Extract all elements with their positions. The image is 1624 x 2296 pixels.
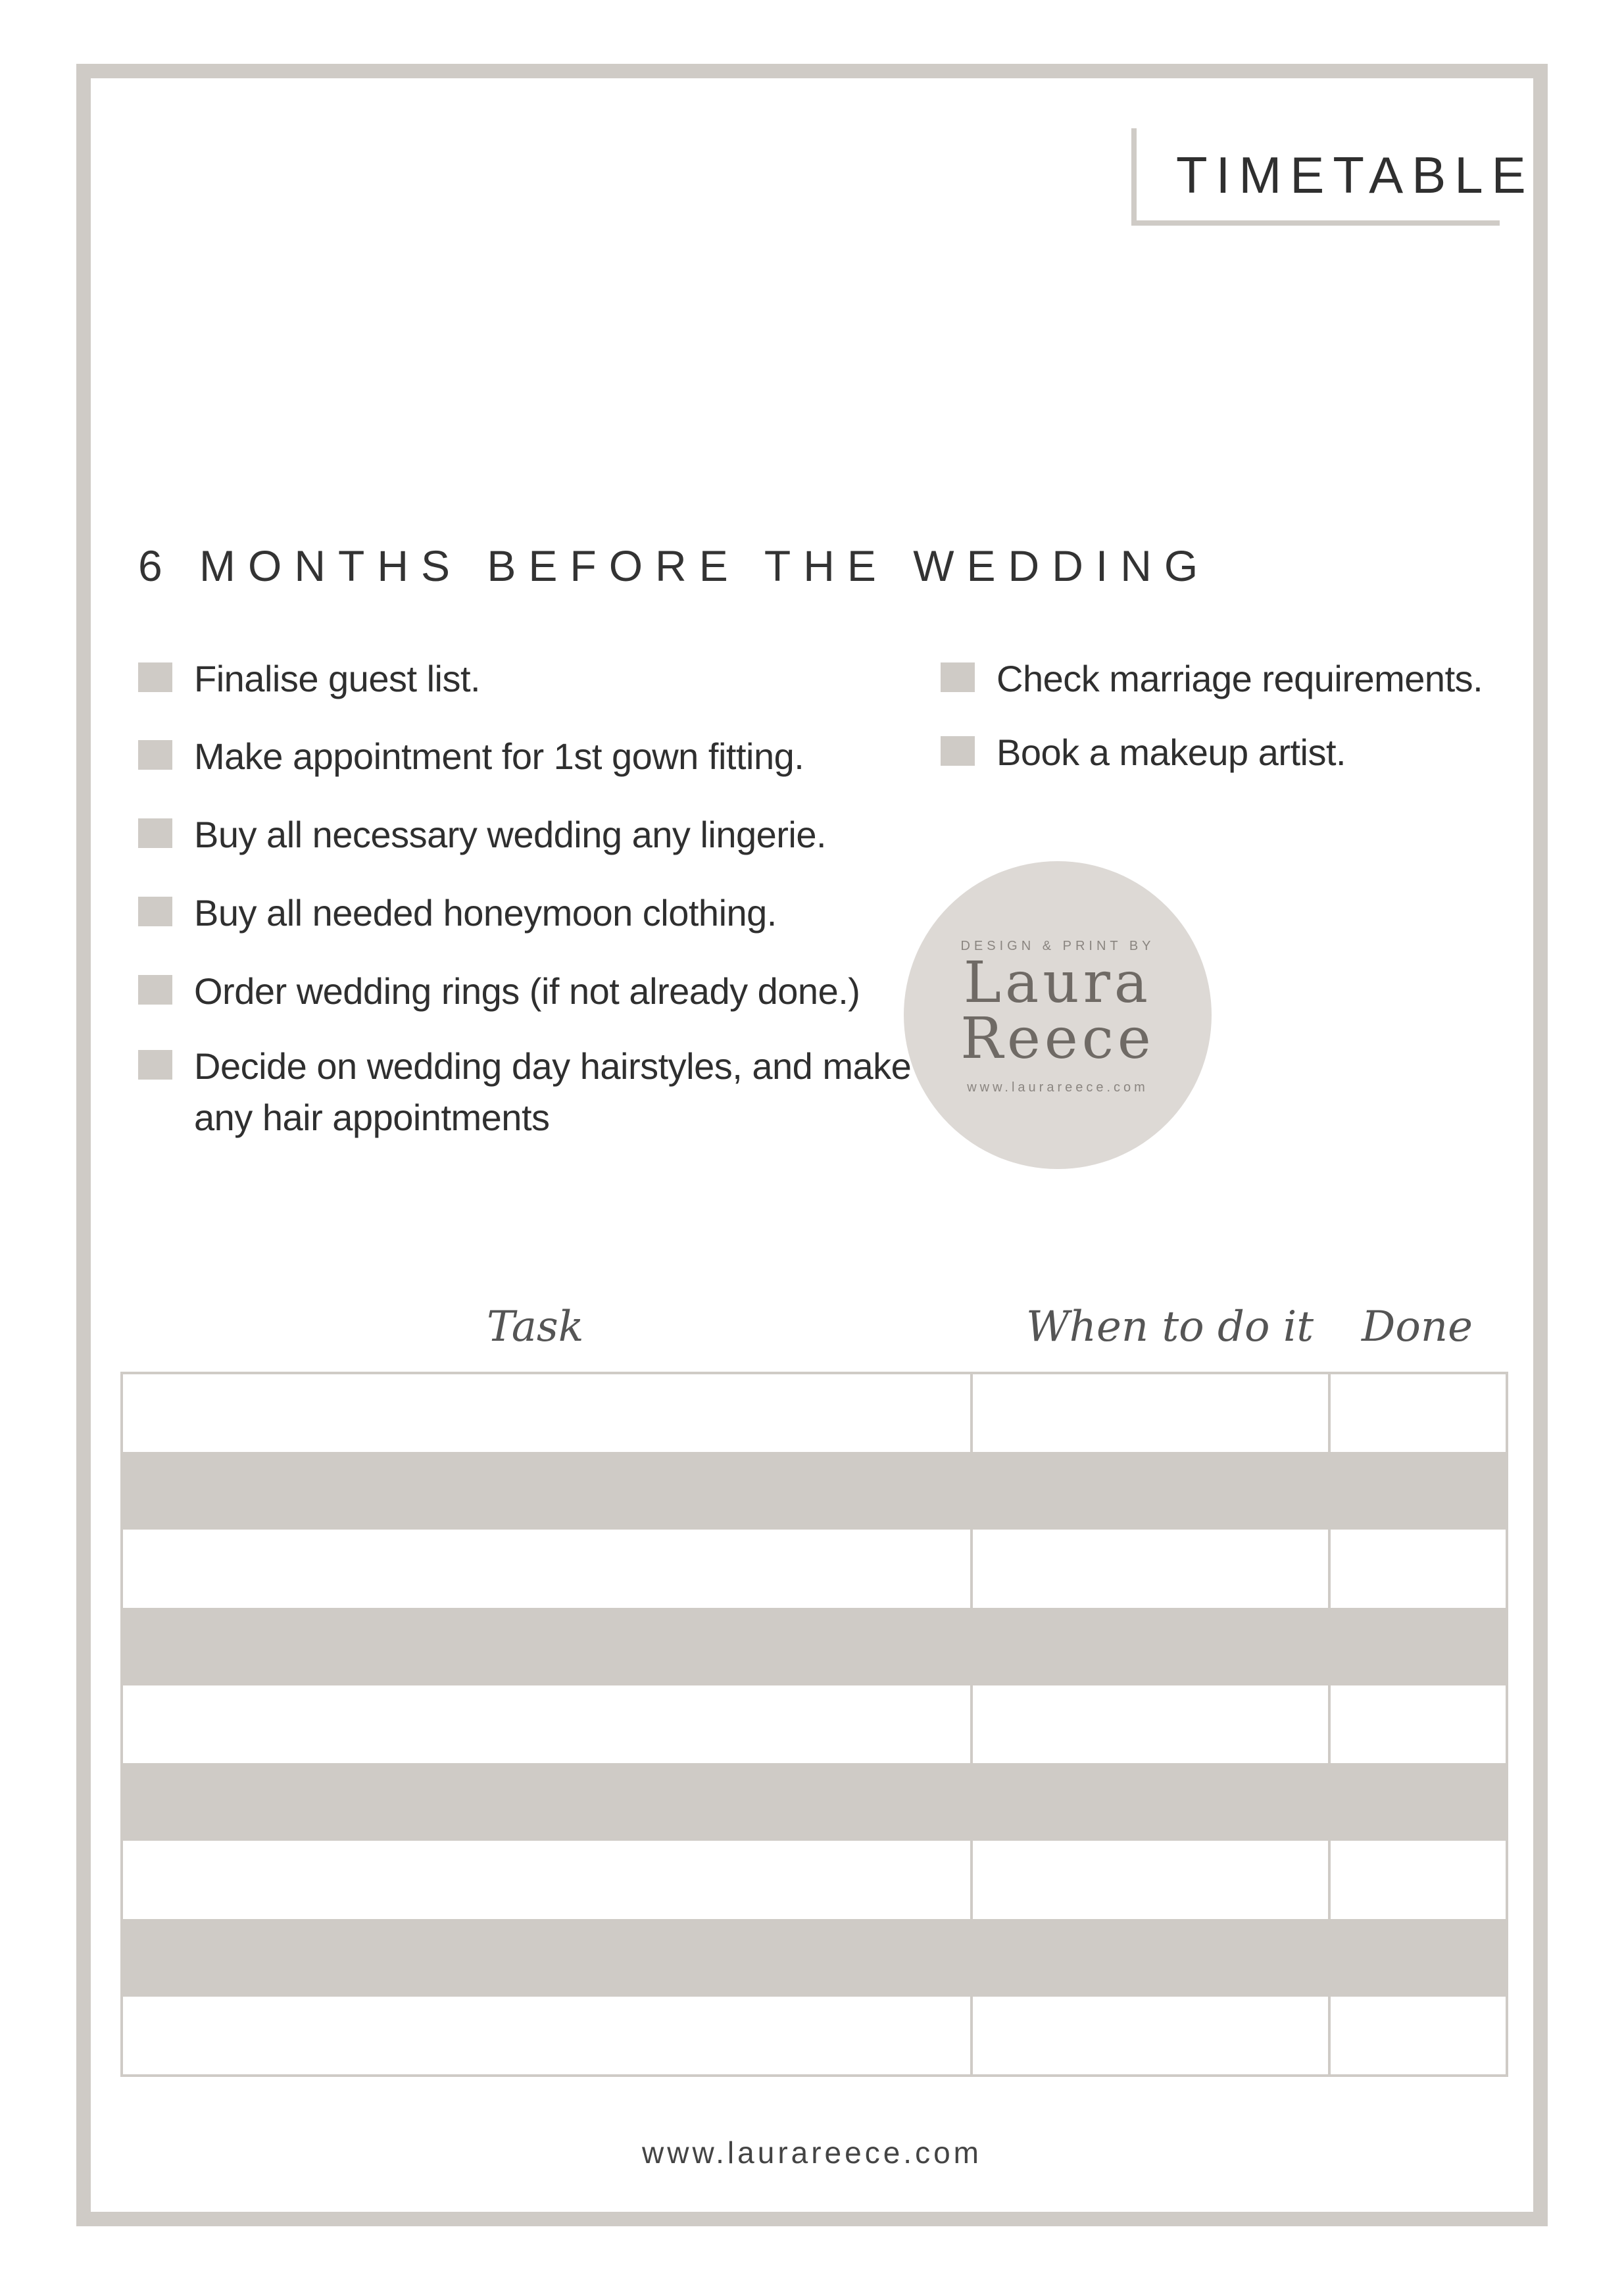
- checklist-item[interactable]: [138, 809, 826, 861]
- logo-name-first: Laura: [963, 950, 1152, 1016]
- checklist-item-label: Make appointment for 1st gown fitting.: [194, 736, 804, 777]
- logo-url: www.laurareece.com: [967, 1080, 1148, 1095]
- table-cell-done[interactable]: [1328, 1685, 1506, 1763]
- table-cell-when[interactable]: [970, 1763, 1328, 1841]
- checkbox[interactable]: [138, 740, 172, 770]
- table-cell-task[interactable]: [123, 1530, 970, 1607]
- table-cell-task[interactable]: [123, 1608, 970, 1685]
- table-cell-when[interactable]: [970, 1608, 1328, 1685]
- table-row: [123, 1919, 1506, 1997]
- section-title: 6 MONTHS BEFORE THE WEDDING: [138, 541, 1211, 590]
- checkbox[interactable]: [138, 662, 172, 692]
- table-row: [123, 1997, 1506, 2074]
- table-cell-when[interactable]: [970, 1997, 1328, 2074]
- table-cell-when[interactable]: [970, 1452, 1328, 1530]
- table-cell-when[interactable]: [970, 1919, 1328, 1997]
- table-cell-when[interactable]: [970, 1685, 1328, 1763]
- column-header-done: Done: [1362, 1303, 1473, 1351]
- checklist-item-label: Book a makeup artist.: [997, 732, 1346, 773]
- table-row: [123, 1685, 1506, 1763]
- column-divider: [970, 1374, 973, 2074]
- table-cell-done[interactable]: [1328, 1452, 1506, 1530]
- table-row: [123, 1763, 1506, 1841]
- table-cell-done[interactable]: [1328, 1919, 1506, 1997]
- table-cell-done[interactable]: [1328, 1530, 1506, 1607]
- checkbox[interactable]: [138, 818, 172, 848]
- table-cell-done[interactable]: [1328, 1608, 1506, 1685]
- table-cell-done[interactable]: [1328, 1763, 1506, 1841]
- table-row: [123, 1374, 1506, 1452]
- checklist-item[interactable]: [941, 653, 1483, 705]
- checklist-item[interactable]: [138, 653, 480, 705]
- checklist-item[interactable]: [138, 1041, 937, 1143]
- checklist-item[interactable]: [138, 887, 777, 939]
- page-title: TIMETABLE: [1176, 146, 1535, 204]
- checklist-item-label: Finalise guest list.: [194, 658, 481, 699]
- checklist-item-label: Buy all necessary wedding any lingerie.: [194, 814, 827, 855]
- task-table: [120, 1372, 1508, 2077]
- logo-tagline: DESIGN & PRINT BY: [960, 939, 1155, 953]
- checklist-item[interactable]: [138, 966, 860, 1017]
- column-divider: [1328, 1374, 1331, 2074]
- checklist-item-label: Decide on wedding day hairstyles, and make any hair appointments: [194, 1045, 912, 1138]
- table-row: [123, 1452, 1506, 1530]
- checkbox[interactable]: [941, 662, 975, 692]
- table-cell-done[interactable]: [1328, 1841, 1506, 1918]
- table-row: [123, 1608, 1506, 1685]
- table-cell-task[interactable]: [123, 1997, 970, 2074]
- checklist-item[interactable]: [138, 731, 804, 782]
- table-cell-done[interactable]: [1328, 1997, 1506, 2074]
- table-cell-task[interactable]: [123, 1841, 970, 1918]
- checkbox[interactable]: [941, 736, 975, 766]
- table-row: [123, 1530, 1506, 1607]
- logo-name-last: Reece: [960, 1006, 1155, 1072]
- checkbox[interactable]: [138, 975, 172, 1005]
- checkbox[interactable]: [138, 1050, 172, 1080]
- table-cell-task[interactable]: [123, 1685, 970, 1763]
- table-cell-task[interactable]: [123, 1374, 970, 1452]
- table-cell-task[interactable]: [123, 1919, 970, 1997]
- brand-logo: [904, 861, 1212, 1169]
- table-cell-done[interactable]: [1328, 1374, 1506, 1452]
- table-cell-when[interactable]: [970, 1530, 1328, 1607]
- checklist-item[interactable]: [941, 727, 1346, 778]
- table-cell-when[interactable]: [970, 1374, 1328, 1452]
- checkbox[interactable]: [138, 897, 172, 926]
- table-cell-task[interactable]: [123, 1452, 970, 1530]
- checklist-item-label: Buy all needed honeymoon clothing.: [194, 892, 777, 934]
- table-row: [123, 1841, 1506, 1918]
- column-header-when: When to do it: [1026, 1303, 1314, 1351]
- checklist-item-label: Check marriage requirements.: [997, 658, 1483, 699]
- table-cell-task[interactable]: [123, 1763, 970, 1841]
- title-box: [1131, 128, 1535, 226]
- table-cell-when[interactable]: [970, 1841, 1328, 1918]
- checklist-item-label: Order wedding rings (if not already done.): [194, 970, 860, 1012]
- footer-url: www.laurareece.com: [642, 2135, 982, 2170]
- column-header-task: Task: [487, 1303, 584, 1351]
